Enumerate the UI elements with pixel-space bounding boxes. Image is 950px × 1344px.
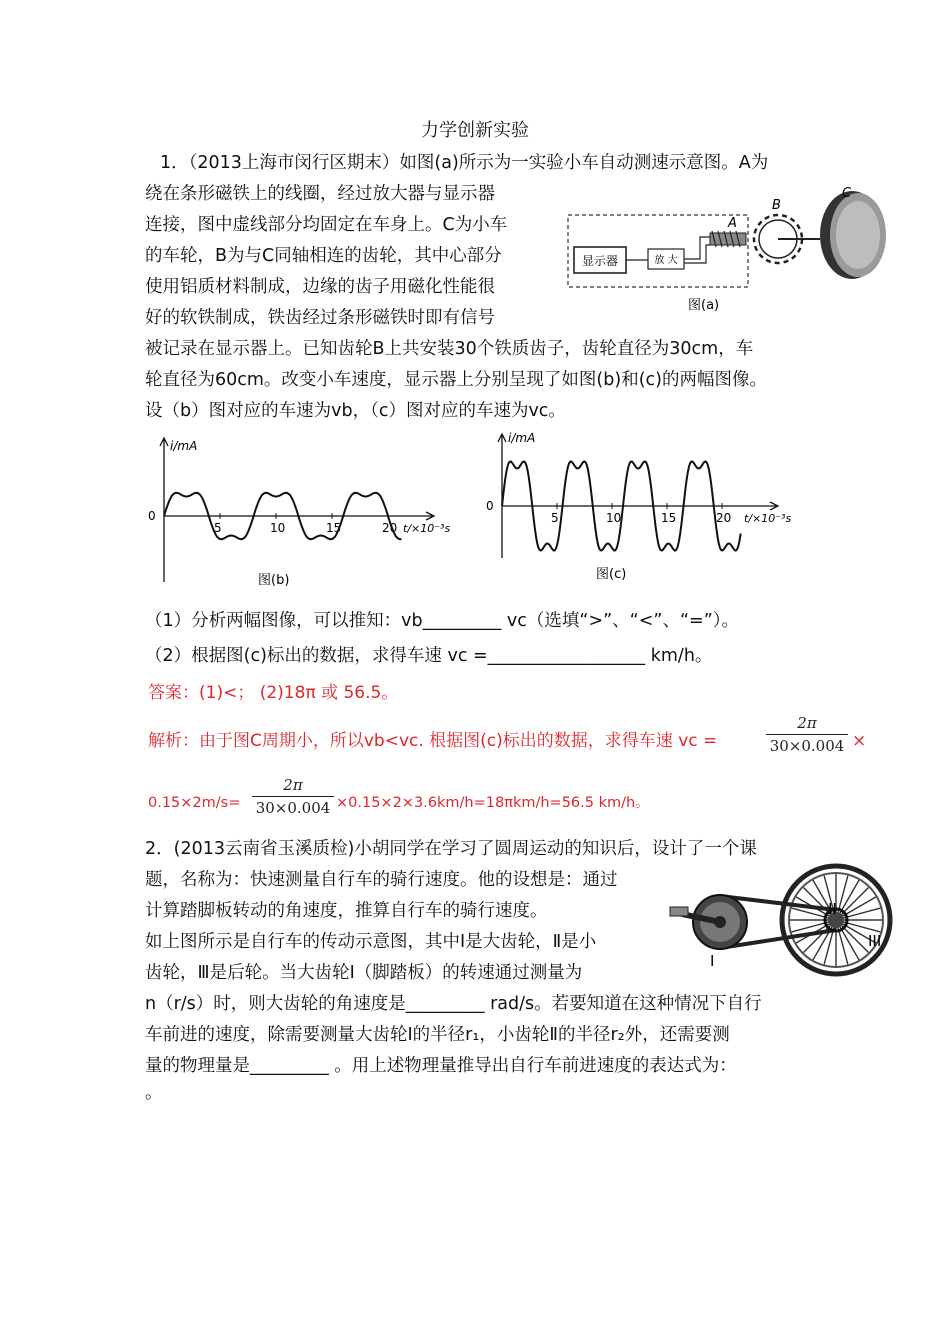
analysis-line-1-tail: × — [852, 731, 867, 751]
caption-b: 图(b) — [258, 573, 290, 588]
q2-line-5: 齿轮，Ⅲ是后轮。当大齿轮Ⅰ（脚踏板）的转速通过测量为 — [145, 963, 583, 983]
fraction-1-denominator: 30×0.004 — [769, 737, 845, 755]
q2-line-7: 车前进的速度，除需要测量大齿轮Ⅰ的半径r₁，小齿轮Ⅱ的半径r₂外，还需要测 — [145, 1025, 730, 1045]
q2-line-9: 。 — [145, 1083, 163, 1103]
rear-wheel — [782, 866, 890, 974]
label-wheel-3: III — [868, 932, 882, 950]
x-tick-label: 10 — [606, 511, 622, 525]
fraction-2-denominator: 30×0.004 — [255, 799, 331, 817]
label-gear-2: II — [828, 900, 837, 918]
q2-line-1: 2．(2013云南省玉溪质检)小胡同学在学习了圆周运动的知识后，设计了一个课 — [145, 839, 757, 859]
q1-line-9: 设（b）图对应的车速为vb，（c）图对应的车速为vc。 — [145, 401, 566, 421]
label-c: C — [842, 186, 852, 201]
q2-line-4: 如上图所示是自行车的传动示意图，其中Ⅰ是大齿轮，Ⅱ是小 — [145, 932, 597, 952]
figure-a — [560, 185, 890, 315]
q1-line-5: 使用铝质材料制成，边缘的齿子用磁化性能很 — [145, 277, 495, 297]
q1-line-7: 被记录在显示器上。已知齿轮B上共安装30个铁质齿子，齿轮直径为30cm，车 — [145, 339, 754, 359]
q1-line-1: 1．（2013上海市闵行区期末）如图(a)所示为一实验小车自动测速示意图。A为 — [160, 153, 769, 173]
caption-a: 图(a) — [688, 298, 720, 313]
label-b: B — [772, 198, 781, 213]
fraction-2 — [252, 776, 334, 817]
figure-c — [478, 428, 808, 588]
q1-line-2: 绕在条形磁铁上的线圈，经过放大器与显示器 — [145, 184, 495, 204]
x-axis-label: t/×10⁻³s — [744, 512, 792, 525]
fraction-2-numerator: 2π — [252, 776, 334, 797]
origin-label: 0 — [148, 509, 156, 523]
x-tick-label: 15 — [326, 521, 342, 535]
q1-line-8: 轮直径为60cm。改变小车速度，显示器上分别呈现了如图(b)和(c)的两幅图像。 — [145, 370, 767, 390]
label-a: A — [728, 216, 737, 231]
caption-c: 图(c) — [596, 567, 627, 582]
q1-line-6: 好的软铁制成，铁齿经过条形磁铁时即有信号 — [145, 308, 495, 328]
amplifier-label: 放 大 — [654, 255, 678, 266]
q2-line-2: 题，名称为：快速测量自行车的骑行速度。他的设想是：通过 — [145, 870, 618, 890]
figure-b — [140, 432, 470, 592]
fraction-1 — [766, 714, 848, 755]
x-tick-label: 20 — [716, 511, 732, 525]
q1-sub2: （2）根据图(c)标出的数据，求得车速 vc =__________________ km/h。 — [145, 646, 713, 666]
display-label: 显示器 — [581, 254, 619, 268]
q2-line-8: 量的物理量是_________ 。用上述物理量推导出自行车前进速度的表达式为： — [145, 1056, 737, 1076]
answer-line: 答案：(1)<； (2)18π 或 56.5。 — [148, 683, 399, 703]
q1-sub1: （1）分析两幅图像，可以推知：vb_________ vc（选填“>”、“<”、“=”）。 — [145, 611, 740, 631]
fraction-1-numerator: 2π — [766, 714, 848, 735]
x-axis-label: t/×10⁻³s — [403, 522, 451, 535]
q2-line-6: n（r/s）时，则大齿轮的角速度是_________ rad/s。若要知道在这种情况下自行 — [145, 994, 762, 1014]
analysis-line-1: 解析：由于图C周期小，所以vb<vc. 根据图(c)标出的数据，求得车速 vc = — [148, 731, 718, 751]
page-title: 力学创新实验 — [421, 120, 529, 141]
bicycle-figure — [668, 862, 898, 980]
x-tick-label: 15 — [661, 511, 677, 525]
x-tick-label: 5 — [551, 511, 559, 525]
origin-label: 0 — [486, 499, 494, 513]
y-axis-label: i/mA — [170, 439, 198, 453]
wheel-c — [820, 191, 886, 279]
label-gear-1: I — [710, 952, 715, 970]
q1-line-3: 连接，图中虚线部分均固定在车身上。C为小车 — [145, 215, 508, 235]
x-tick-label: 20 — [382, 521, 398, 535]
q2-line-3: 计算踏脚板转动的角速度，推算自行车的骑行速度。 — [145, 901, 548, 921]
y-axis-label: i/mA — [508, 431, 536, 445]
x-tick-label: 5 — [214, 521, 222, 535]
q1-line-4: 的车轮，B为与C同轴相连的齿轮，其中心部分 — [145, 246, 502, 266]
x-tick-label: 10 — [270, 521, 286, 535]
analysis-line-2-head: 0.15×2m/s= — [148, 795, 241, 811]
analysis-line-2-tail: ×0.15×2×3.6km/h=18πkm/h=56.5 km/h。 — [336, 795, 650, 811]
